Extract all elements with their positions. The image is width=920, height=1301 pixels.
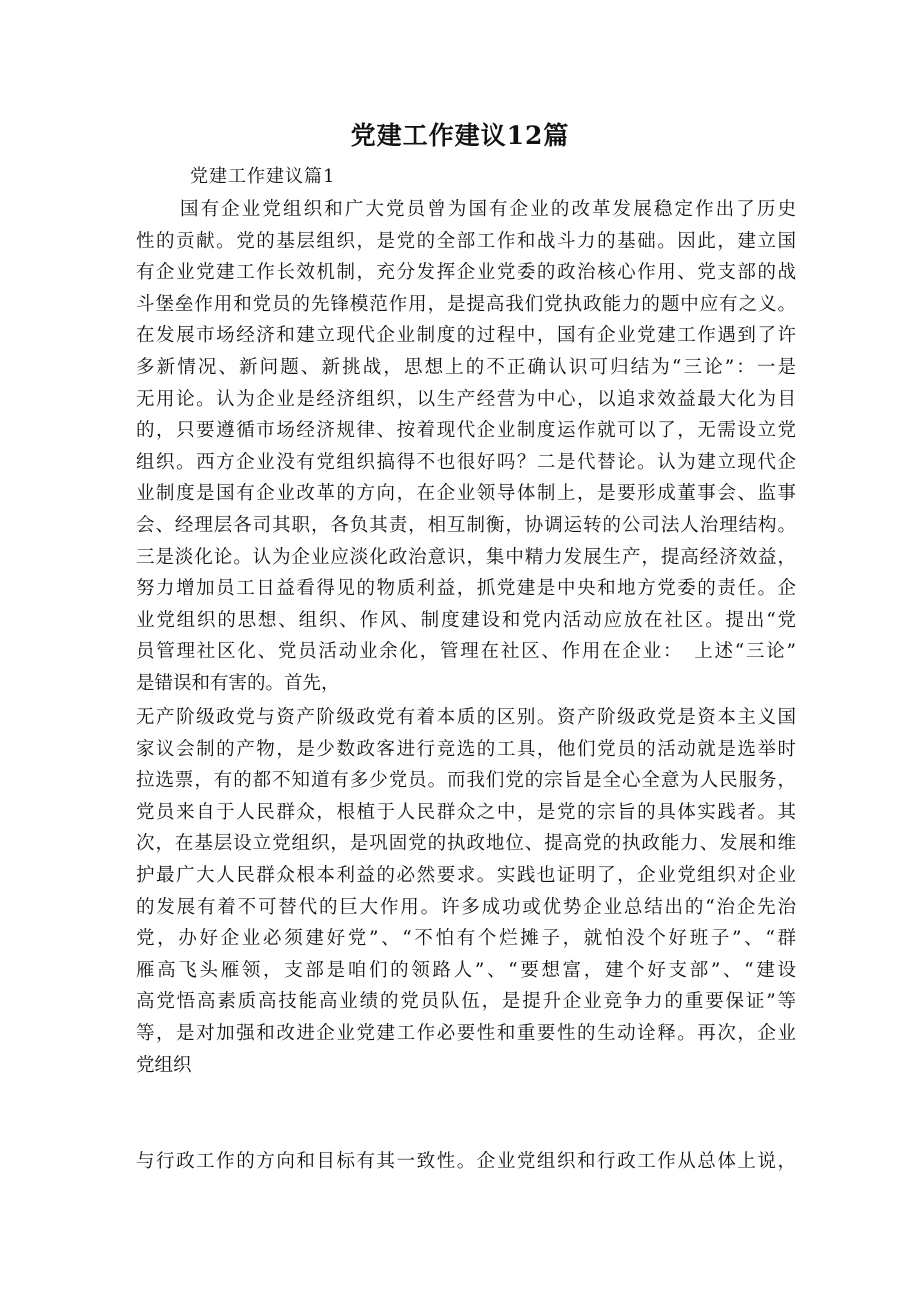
text-line: 的，只要遵循市场经济规律、按着现代企业制度运作就可以了，无需设立党 xyxy=(136,420,796,442)
text-line: 员管理社区化、党员活动业余化，管理在社区、作用在企业： 上述“三论” xyxy=(136,641,796,663)
text-line: 家议会制的产物，是少数政客进行竞选的工具，他们党员的活动就是选举时 xyxy=(136,738,796,760)
text-line: 雁高飞头雁领，支部是咱们的领路人”、“要想富，建个好支部”、“建设 xyxy=(136,959,796,981)
text-line: 党员来自于人民群众，根植于人民群众之中，是党的宗旨的具体实践者。其 xyxy=(136,801,796,823)
text-line: 在发展市场经济和建立现代企业制度的过程中，国有企业党建工作遇到了许 xyxy=(136,325,796,347)
text-line: 党组织 xyxy=(136,1054,192,1076)
text-line: 业制度是国有企业改革的方向，在企业领导体制上，是要形成董事会、监事 xyxy=(136,483,796,505)
section-heading: 党建工作建议篇1 xyxy=(190,166,336,187)
text-line: 是错误和有害的。首先， xyxy=(136,672,340,694)
text-line: 努力增加员工日益看得见的物质利益，抓党建是中央和地方党委的责任。企 xyxy=(136,578,796,600)
text-line: 党，办好企业必须建好党”、“不怕有个烂摊子，就怕没个好班子”、“群 xyxy=(136,928,796,950)
text-line: 组织。西方企业没有党组织搞得不也很好吗？二是代替论。认为建立现代企 xyxy=(136,451,796,473)
text-line: 多新情况、新问题、新挑战，思想上的不正确认识可归结为“三论”：一是 xyxy=(136,356,796,378)
text-line: 三是淡化论。认为企业应淡化政治意识，集中精力发展生产，提高经济效益， xyxy=(136,546,796,568)
text-line: 性的贡献。党的基层组织，是党的全部工作和战斗力的基础。因此，建立国 xyxy=(136,230,796,252)
text-line: 有企业党建工作长效机制，充分发挥企业党委的政治核心作用、党支部的战 xyxy=(136,262,796,284)
text-line: 无产阶级政党与资产阶级政党有着本质的区别。资产阶级政党是资本主义国 xyxy=(136,707,796,728)
text-line: 等，是对加强和改进企业党建工作必要性和重要性的生动诠释。再次，企业 xyxy=(136,1022,796,1044)
paragraph-block-3 xyxy=(136,1146,796,1178)
text-line: 拉选票，有的都不知道有多少党员。而我们党的宗旨是全心全意为人民服务， xyxy=(136,770,796,792)
text-line: 高党悟高素质高技能高业绩的党员队伍，是提升企业竞争力的重要保证”等 xyxy=(136,991,796,1013)
text-line: 斗堡垒作用和党员的先锋模范作用，是提高我们党执政能力的题中应有之义。 xyxy=(136,293,796,315)
text-line: 无用论。认为企业是经济组织，以生产经营为中心，以追求效益最大化为目 xyxy=(136,388,796,410)
text-line: 业党组织的思想、组织、作风、制度建设和党内活动应放在社区。提出“党 xyxy=(136,609,796,631)
paragraph-block-2 xyxy=(136,702,796,1081)
paragraph-block-1 xyxy=(136,194,796,700)
text-line: 的发展有着不可替代的巨大作用。许多成功或优势企业总结出的“治企先治 xyxy=(136,896,796,918)
text-line: 次，在基层设立党组织，是巩固党的执政地位、提高党的执政能力、发展和维 xyxy=(136,833,796,855)
text-line: 与行政工作的方向和目标有其一致性。企业党组织和行政工作从总体上说， xyxy=(136,1151,796,1172)
text-line: 国有企业党组织和广大党员曾为国有企业的改革发展稳定作出了历史 xyxy=(180,199,796,220)
text-line: 会、经理层各司其职，各负其责，相互制衡，协调运转的公司法人治理结构。 xyxy=(136,514,796,536)
text-line: 护最广大人民群众根本利益的必然要求。实践也证明了，企业党组织对企业 xyxy=(136,864,796,886)
document-title: 党建工作建议12篇 xyxy=(350,121,570,150)
